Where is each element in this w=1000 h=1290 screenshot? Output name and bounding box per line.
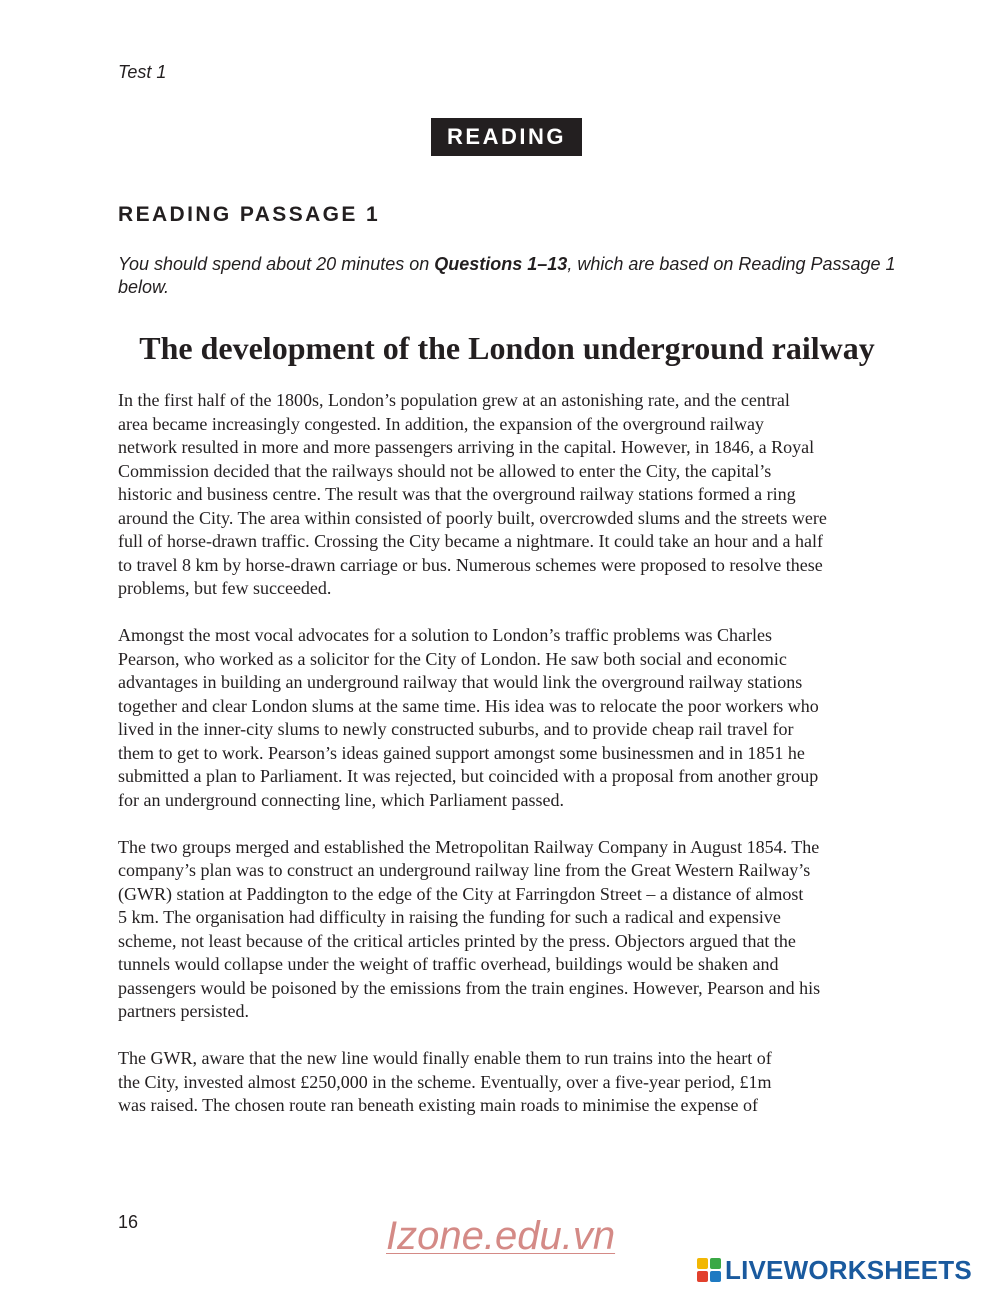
section-badge: READING — [431, 118, 582, 156]
paragraph-line: for an underground connecting line, which Parliament passed. — [118, 789, 565, 810]
paragraph-line: lived in the inner-city slums to newly constructed suburbs, and to provide cheap rail travel for — [118, 719, 794, 739]
mark-square-icon — [710, 1258, 721, 1269]
article-title: The development of the London underground railway — [139, 330, 875, 366]
paragraph-line: area became increasingly congested. In addition, the expansion of the overground railway — [118, 413, 764, 434]
paragraph-line: around the City. The area within consisted of poorly built, overcrowded slums and the streets were — [118, 507, 827, 528]
paragraph-3 — [118, 836, 908, 1024]
mark-square-icon — [697, 1271, 708, 1282]
paragraph-line: historic and business centre. The result was that the overground railway stations formed a ring — [118, 484, 796, 504]
paragraph-4 — [118, 1047, 908, 1118]
instruction-text-after: , which are based on Reading Passage 1 below. — [118, 254, 896, 297]
paragraph-line: advantages in building an underground railway that would link the overground railway stations — [118, 672, 803, 692]
paragraph-line: 5 km. The organisation had difficulty in raising the funding for such a radical and expensive — [118, 907, 781, 927]
paragraph-line: In the first half of the 1800s, London’s population grew at an astonishing rate, and the central — [118, 390, 790, 410]
page-number: 16 — [118, 1212, 139, 1232]
paragraph-line: together and clear London slums at the same time. His idea was to relocate the poor workers who — [118, 695, 819, 716]
paragraph-line: network resulted in more and more passengers arriving in the capital. However, in 1846, a Royal — [118, 437, 815, 457]
paragraph-line: the City, invested almost £250,000 in the scheme. Eventually, over a five-year period, £1m — [118, 1071, 772, 1092]
paragraph-line: scheme, not least because of the critical articles printed by the press. Objectors argued that the — [118, 930, 796, 951]
paragraph-line: tunnels would collapse under the weight of traffic overhead, buildings would be shaken and — [118, 954, 779, 974]
watermark-link[interactable]: Izone.edu.vn — [386, 1214, 616, 1258]
paragraph-line: company’s plan was to construct an underground railway line from the Great Western Railway’s — [118, 860, 811, 880]
paragraph-line: Commission decided that the railways should not be allowed to enter the City, the capital’s — [118, 460, 772, 481]
paragraph-1 — [118, 389, 908, 601]
liveworksheets-logo[interactable] — [697, 1256, 972, 1284]
paragraph-line: Amongst the most vocal advocates for a solution to London’s traffic problems was Charles — [118, 625, 773, 645]
liveworksheets-mark-icon — [697, 1258, 721, 1282]
paragraph-line: passengers would be poisoned by the emissions from the train engines. However, Pearson and his — [118, 977, 821, 998]
paragraph-line: to travel 8 km by horse-drawn carriage or bus. Numerous schemes were proposed to resolve these — [118, 554, 823, 575]
mark-square-icon — [697, 1258, 708, 1269]
liveworksheets-wordmark: LIVEWORKSHEETS — [725, 1254, 972, 1285]
paragraph-line: The GWR, aware that the new line would finally enable them to run trains into the heart of — [118, 1048, 772, 1068]
paragraph-line: problems, but few succeeded. — [118, 578, 332, 598]
passage-heading: READING PASSAGE 1 — [118, 203, 381, 226]
paragraph-line: (GWR) station at Paddington to the edge of the City at Farringdon Street – a distance of almost — [118, 883, 804, 904]
instruction — [118, 253, 908, 299]
paragraph-line: them to get to work. Pearson’s ideas gained support amongst some businessmen and in 1851 he — [118, 742, 805, 763]
paragraph-line: was raised. The chosen route ran beneath existing main roads to minimise the expense of — [118, 1095, 758, 1115]
paragraph-line: partners persisted. — [118, 1001, 249, 1021]
paragraph-line: full of horse-drawn traffic. Crossing the City became a nightmare. It could take an hour and a half — [118, 531, 823, 551]
paragraph-2 — [118, 624, 908, 812]
mark-square-icon — [710, 1271, 721, 1282]
instruction-questions-range: Questions 1–13 — [434, 254, 568, 274]
article-body — [118, 389, 908, 1141]
paragraph-line: Pearson, who worked as a solicitor for the City of London. He saw both social and economic — [118, 648, 787, 669]
paragraph-line: The two groups merged and established the Metropolitan Railway Company in August 1854. The — [118, 836, 820, 857]
test-label: Test 1 — [118, 62, 167, 82]
paragraph-line: submitted a plan to Parliament. It was rejected, but coincided with a proposal from another group — [118, 766, 819, 786]
instruction-text-before: You should spend about 20 minutes on — [118, 254, 435, 274]
